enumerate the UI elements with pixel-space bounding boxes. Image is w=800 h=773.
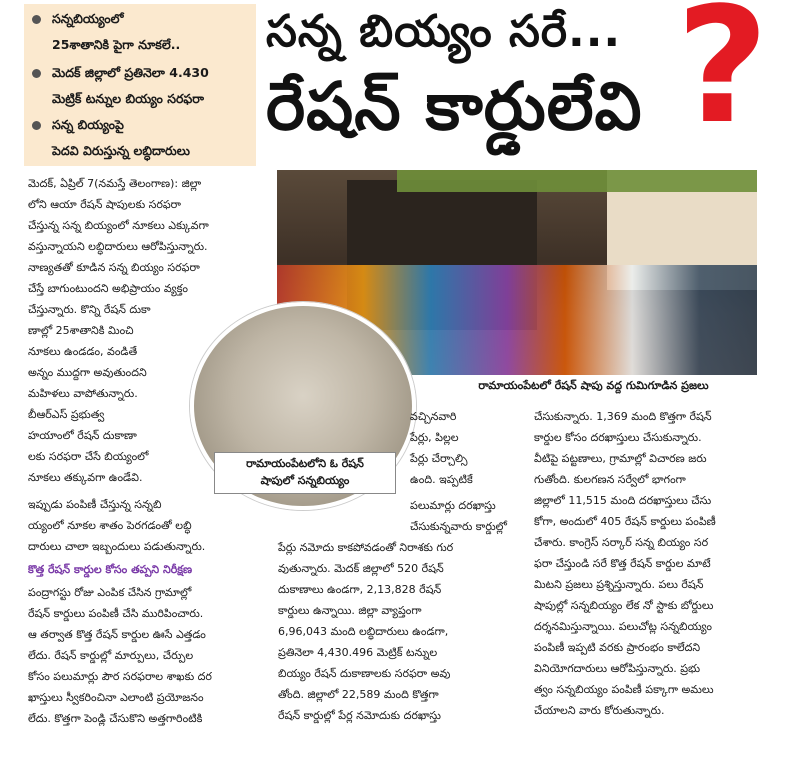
article-line: లేదు. రేషన్ కార్డుల్లో మార్పులు, చేర్పుల: [28, 649, 194, 662]
article-line: నాణ్యతతో కూడిన సన్న బియ్యం సరఫరా: [28, 261, 200, 274]
headline-line-2: రేషన్ కార్డులేవి: [266, 68, 643, 145]
article-line: గుతోంది. కులగణన సర్వేలో భాగంగా: [534, 473, 686, 486]
article-line: య్యంలో నూకల శాతం పెరగడంతో లబ్ధి: [28, 519, 192, 532]
inset-caption-line: రామాయంపేటలోని ఓ రేషన్: [246, 457, 364, 470]
article-line: లోని ఆయా రేషన్ షాపులకు సరఫరా: [28, 198, 181, 211]
article-line: చేసుకున్నవారు కార్డుల్లో: [410, 520, 507, 533]
article-line: లకు సరఫరా చేసే బియ్యంలో: [28, 450, 149, 463]
article-line: నూకలు తక్కువగా ఉండేవి.: [28, 471, 143, 484]
photo-caption: రామాయంపేటలో రేషన్ షాపు వద్ద గుమిగూడిన ప్రజలు: [430, 376, 757, 396]
article-line: చేస్తే బాగుంటుందని అభిప్రాయం వ్యక్తం: [28, 282, 188, 295]
article-line: చేశారు. కాంగ్రెస్ సర్కార్ సన్న బియ్యం సర: [534, 536, 709, 549]
question-mark-icon: ?: [676, 0, 769, 159]
article-line: పలుమార్లు దరఖాస్తు: [410, 499, 496, 512]
article-line: నూకలు ఉండడం, వండితే: [28, 345, 138, 358]
article-line: పేర్లు, పిల్లల: [410, 431, 459, 444]
inset-caption-line: షాపులో సన్నబియ్యం: [260, 474, 350, 487]
article-line: ఖాస్తులు స్వీకరించినా ఎలాంటి ప్రయోజనం: [28, 691, 204, 704]
article-line: 6,96,043 మంది లబ్ధిదారులు ఉండగా,: [278, 625, 449, 638]
article-line: వీటిపై పట్టణాలు, గ్రామాల్లో విచారణ జరు: [534, 452, 707, 465]
article-line: బీఆర్ఎస్ ప్రభుత్వ: [28, 408, 105, 421]
article-line: ఉంది. ఇప్పటికే: [410, 473, 473, 486]
article-line: జిల్లాలో 11,515 మంది దరఖాస్తులు చేసు: [534, 494, 712, 507]
article-line: త్వం సన్నబియ్యం పంపిణీ పక్కాగా అమలు: [534, 683, 714, 696]
article-line: ఆ తర్వాత కొత్త రేషన్ కార్డుల ఊసే ఎత్తడం: [28, 628, 206, 641]
article-line: చేసుకున్నారు. 1,369 మంది కొత్తగా రేషన్: [534, 410, 712, 423]
article-line: అన్నం ముద్దగా అవుతుందని: [28, 366, 147, 379]
highlight-line: మెదక్ జిల్లాలో ప్రతినెలా 4.430: [52, 65, 209, 80]
article-line: పంపిణీ ఇప్పటి వరకు ప్రారంభం కాలేదని: [534, 641, 701, 654]
article-line: హయాంలో రేషన్ దుకాణా: [28, 429, 137, 442]
bullet-icon: [32, 69, 41, 78]
article-line: కార్డుల కోసం దరఖాస్తులు చేసుకున్నారు.: [534, 431, 702, 444]
headline-line-1: సన్న బియ్యం సరే...: [266, 6, 622, 57]
article-line: మహిళలు వాపోతున్నారు.: [28, 387, 138, 400]
article-line: రేషన్ కార్డుల్లో పేర్ల నమోదుకు దరఖాస్తు: [278, 709, 441, 722]
highlights-box: [24, 4, 256, 166]
article-line: వినియోగదారులు ఆరోపిస్తున్నారు. ప్రభు: [534, 662, 701, 675]
article-line: చేస్తున్నారు. కొన్ని రేషన్ దుకా: [28, 303, 151, 316]
article-line: తోంది. జిల్లాలో 22,589 మంది కొత్తగా: [278, 688, 439, 701]
article-line: వచ్చినవారి: [410, 410, 457, 423]
article-line: కార్డులు ఉన్నాయి. జిల్లా వ్యాప్తంగా: [278, 604, 422, 617]
article-line: ఇప్పుడు పంపిణీ చేస్తున్న సన్నబి: [28, 498, 162, 511]
article-line: మెదక్, ఏప్రిల్ 7(నమస్తే తెలంగాణ): జిల్లా: [28, 177, 202, 190]
highlight-line: సన్నబియ్యంలో: [52, 11, 124, 26]
subheading: కొత్త రేషన్ కార్డుల కోసం తప్పని నిరీక్షణ: [28, 563, 193, 576]
bullet-icon: [32, 121, 41, 130]
bullet-icon: [32, 15, 41, 24]
article-line: బియ్యం రేషన్ దుకాణాలకు సరఫరా అవు: [278, 667, 451, 680]
article-line: వుతున్నారు. మెదక్ జిల్లాలో 520 రేషన్: [278, 562, 444, 575]
article-line: దర్శనమిస్తున్నాయి. పలుచోట్ల సన్నబియ్యం: [534, 620, 712, 633]
article-line: కోసం పలుమార్లు పౌర సరఫరాల శాఖకు దర: [28, 670, 212, 683]
article-line: చేయాలని వారు కోరుతున్నారు.: [534, 704, 665, 717]
article-line: షాపుల్లో సన్నబియ్యం లేక నో స్టాకు బోర్డులు: [534, 599, 714, 612]
inset-caption: [214, 452, 396, 494]
article-line: ప్రతినెలా 4,430.496 మెట్రిక్ టన్నుల: [278, 646, 438, 659]
article-line: దారులు చాలా ఇబ్బందులు పడుతున్నారు.: [28, 540, 206, 553]
article-line: ణాల్లో 25శాతానికి మించి: [28, 324, 134, 337]
highlight-line: సన్న బియ్యంపై: [52, 117, 124, 132]
highlight-line: 25శాతానికి పైగా నూకలే..: [52, 37, 181, 52]
article-line: చేస్తున్న సన్న బియ్యంలో నూకలు ఎక్కువగా: [28, 219, 209, 232]
article-line: మిటని ప్రజలు ప్రశ్నిస్తున్నారు. పలు రేషన్: [534, 578, 704, 591]
article-line: ఫరా చేస్తుండి సరే కొత్త రేషన్ కార్డుల మాటే: [534, 557, 711, 570]
highlight-line: పెదవి విరుస్తున్న లబ్ధిదారులు: [52, 143, 190, 158]
article-line: కోగా, అందులో 405 రేషన్ కార్డులు పంపిణీ: [534, 515, 716, 528]
article-line: పేర్లు చేర్చాల్సి: [410, 452, 468, 465]
article-line: రేషన్ కార్డులు పంపిణీ చేసి మురిపించారు.: [28, 607, 204, 620]
article-line: వస్తున్నాయని లబ్ధిదారులు ఆరోపిస్తున్నారు.: [28, 240, 208, 253]
highlight-line: మెట్రిక్ టన్నుల బియ్యం సరఫరా: [52, 91, 204, 106]
article-line: దుకాణాలు ఉండగా, 2,13,828 రేషన్: [278, 583, 442, 596]
photo-tree: [397, 170, 757, 192]
article-line: పంద్రాగస్టు రోజు ఎంపిక చేసిన గ్రామాల్లో: [28, 586, 192, 599]
article-line: లేదు. కొత్తగా పెండ్లి చేసుకొని అత్తగారింటికి: [28, 712, 203, 725]
article-line: పేర్లు నమోదు కాకపోవడంతో నిరాశకు గుర: [278, 541, 454, 554]
